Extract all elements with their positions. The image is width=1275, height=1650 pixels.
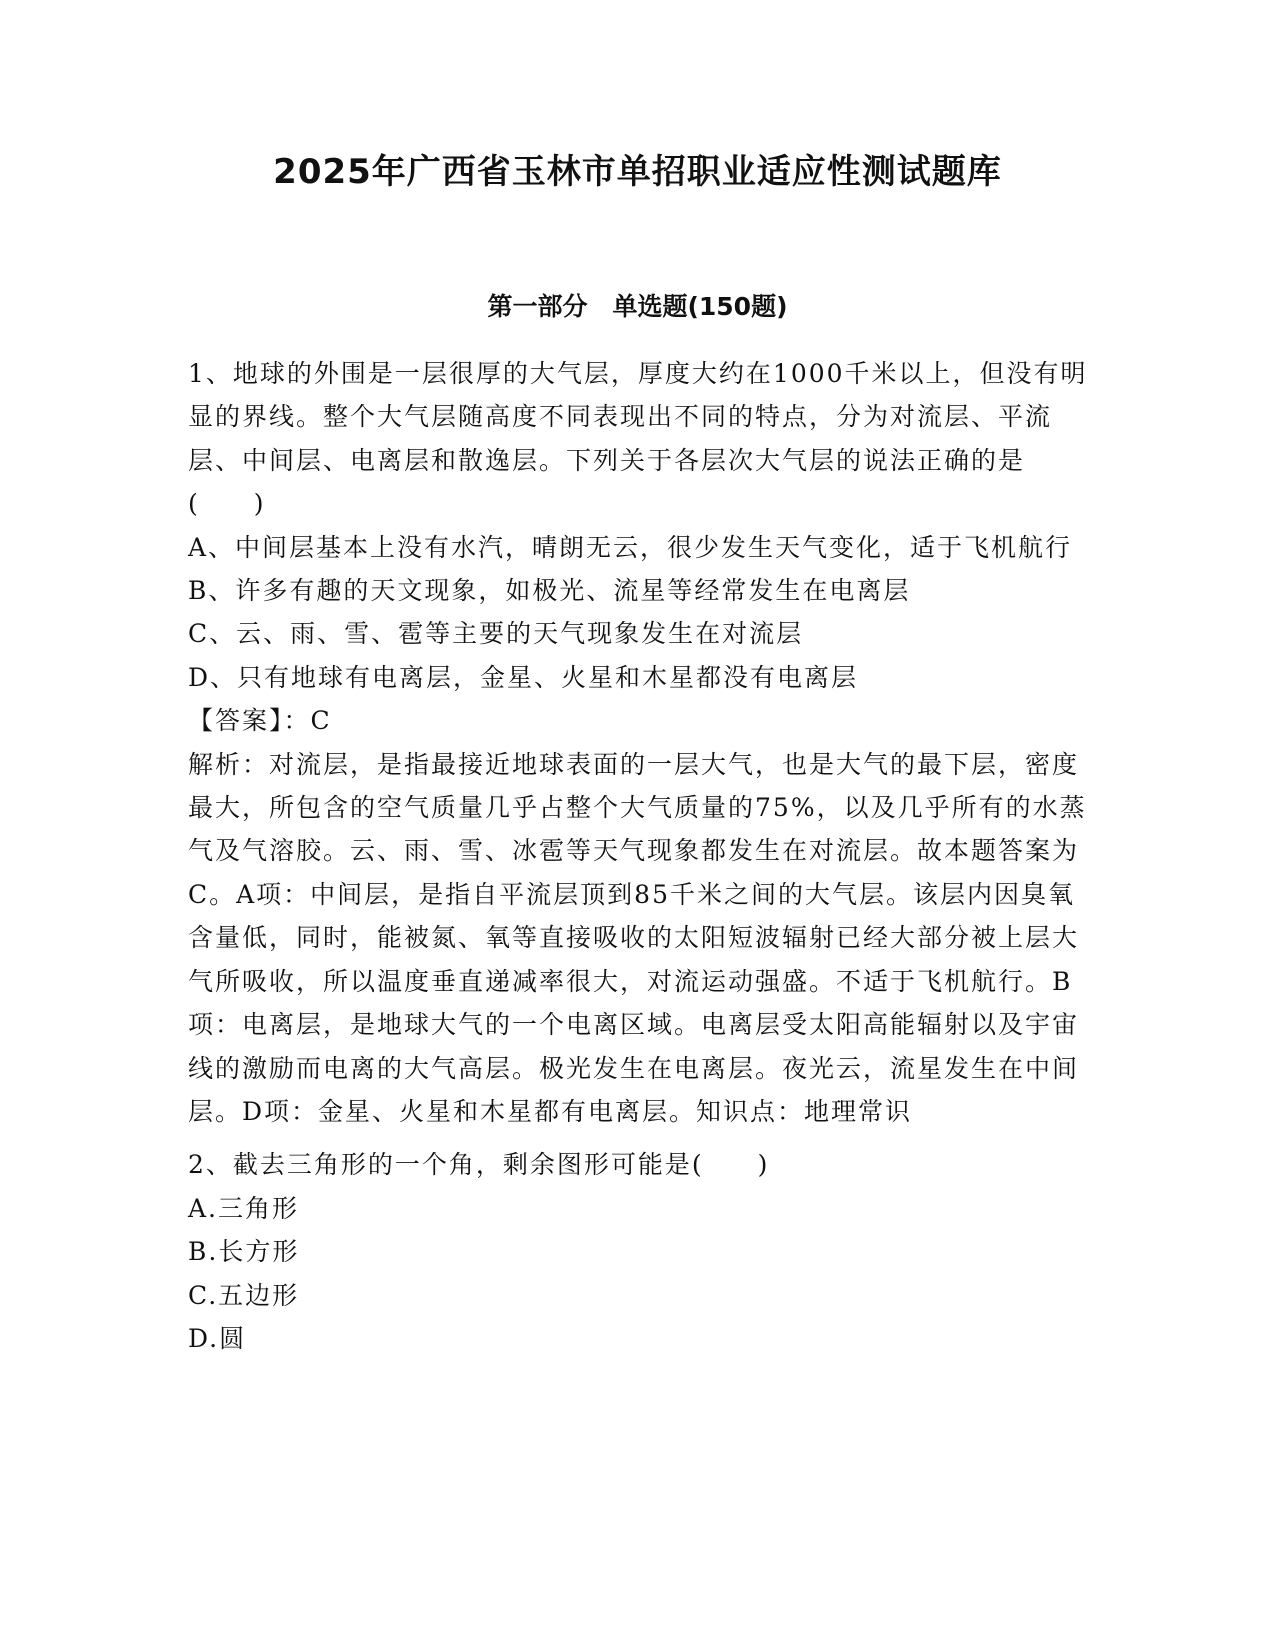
question-spacer [188,1133,1088,1143]
question-2 [188,1143,1088,1360]
section-heading: 第一部分 单选题(150题) [487,292,788,321]
option-a: A.三角形 [188,1193,300,1223]
option-d: D.圆 [188,1323,247,1353]
option-c: C.五边形 [188,1280,300,1310]
question-list [188,352,1088,1360]
option-b: B、许多有趣的天文现象，如极光、流星等经常发生在电离层 [188,576,911,606]
question-1 [188,352,1088,1133]
option-a: A、中间层基本上没有水汽，晴朗无云，很少发生天气变化，适于飞机航行 [188,532,1073,562]
analysis-text: 解析：对流层，是指最接近地球表面的一层大气，也是大气的最下层，密度最大，所包含的空气质量几乎占整个大气质量的75%，以及几乎所有的水蒸气及气溶胶。云、雨、雪、冰雹等天气现象都发生在对流层。故本题答案为C。A项：中间层，是指自平流层顶到85千米之间的大气层。该层内因臭氧含量低，同时，能被氮、氧等直接吸收的太阳短波辐射已经大部分被上层大气所吸收，所以温度垂直递减率很大，对流运动强盛。不适于飞机航行。B项：电离层，是地球大气的一个电离区域。电离层受太阳高能辐射以及宇宙线的激励而电离的大气高层。极光发生在电离层。夜光云，流星发生在中间层。D项：金星、火星和木星都有电离层。知识点：地理常识 [188,749,1087,1126]
question-stem: 1、地球的外围是一层很厚的大气层，厚度大约在1000千米以上，但没有明显的界线。整个大气层随高度不同表现出不同的特点，分为对流层、平流层、中间层、电离层和散逸层。下列关于各层次大气层的说法正确的是( ) [188,359,1088,519]
option-d: D、只有地球有电离层，金星、火星和木星都没有电离层 [188,662,859,692]
option-b: B.长方形 [188,1237,300,1267]
question-stem: 2、截去三角形的一个角，剩余图形可能是( ) [188,1150,770,1180]
option-c: C、云、雨、雪、雹等主要的天气现象发生在对流层 [188,619,804,649]
document-title: 2025年广西省玉林市单招职业适应性测试题库 [273,152,1002,192]
answer-line: 【答案】：C [188,706,332,736]
